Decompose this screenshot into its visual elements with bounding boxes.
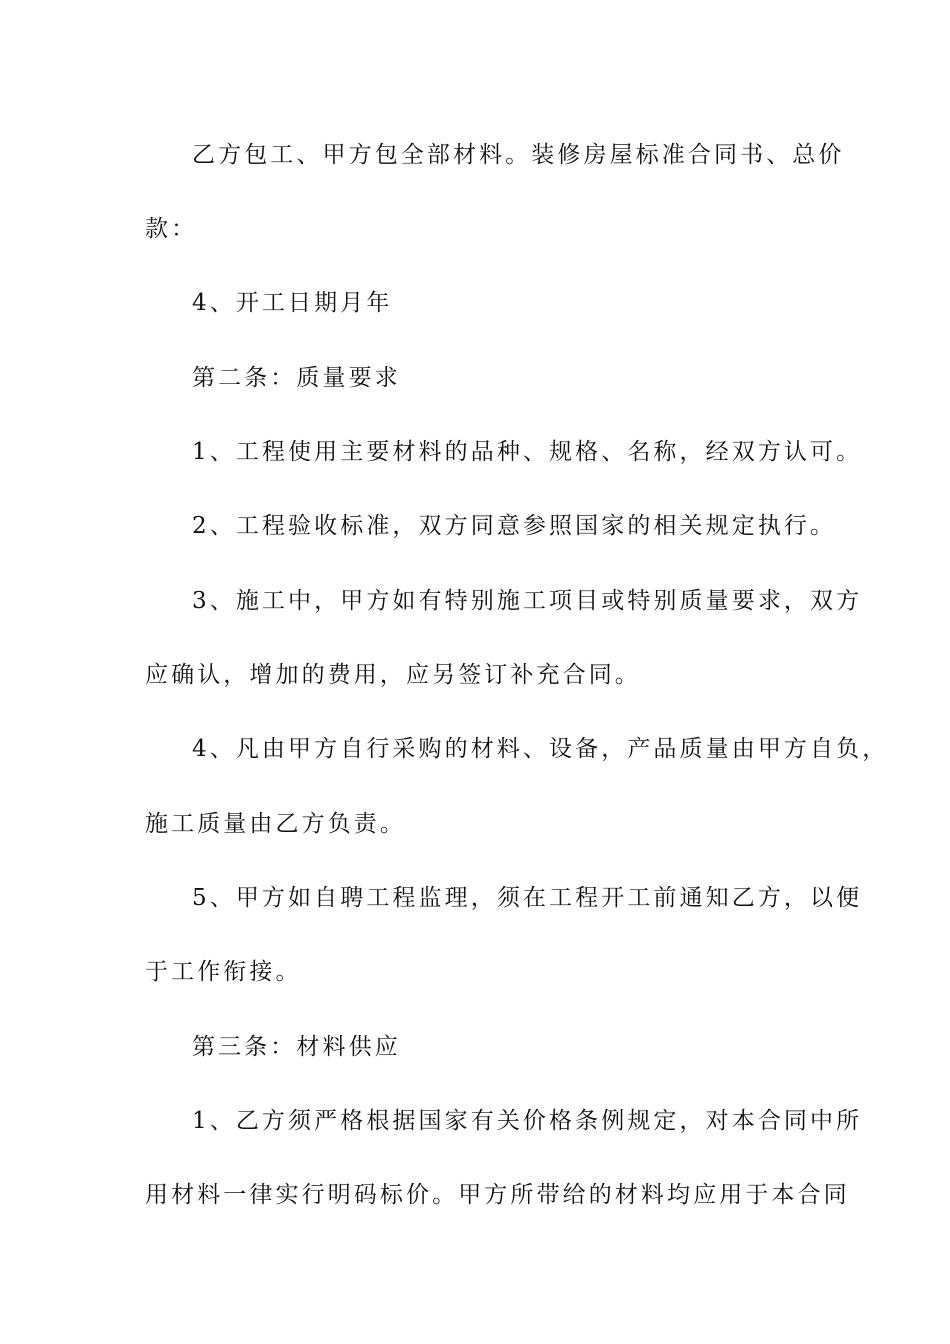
section-heading: 第二条：质量要求	[192, 365, 401, 391]
paragraph-line: 用材料一律实行明码标价。甲方所带给的材料均应用于本合同	[145, 1182, 850, 1208]
paragraph-line: 2、工程验收标准，双方同意参照国家的相关规定执行。	[192, 513, 837, 539]
paragraph-line: 1、工程使用主要材料的品种、规格、名称，经双方认可。	[192, 439, 863, 465]
paragraph-line: 4、凡由甲方自行采购的材料、设备，产品质量由甲方自负，	[192, 736, 889, 762]
paragraph-line: 3、施工中，甲方如有特别施工项目或特别质量要求，双方	[192, 588, 863, 614]
section-heading: 第三条：材料供应	[192, 1034, 401, 1060]
paragraph-line: 4、开工日期月年	[192, 290, 393, 316]
paragraph-line: 5、甲方如自聘工程监理，须在工程开工前通知乙方，以便	[192, 885, 863, 911]
paragraph-line: 款：	[145, 216, 198, 242]
paragraph-line: 于工作衔接。	[145, 959, 302, 985]
paragraph-line: 乙方包工、甲方包全部材料。装修房屋标准合同书、总价	[192, 142, 845, 168]
paragraph-line: 施工质量由乙方负责。	[145, 811, 406, 837]
paragraph-line: 应确认，增加的费用，应另签订补充合同。	[145, 662, 641, 688]
paragraph-line: 1、乙方须严格根据国家有关价格条例规定，对本合同中所	[192, 1108, 863, 1134]
